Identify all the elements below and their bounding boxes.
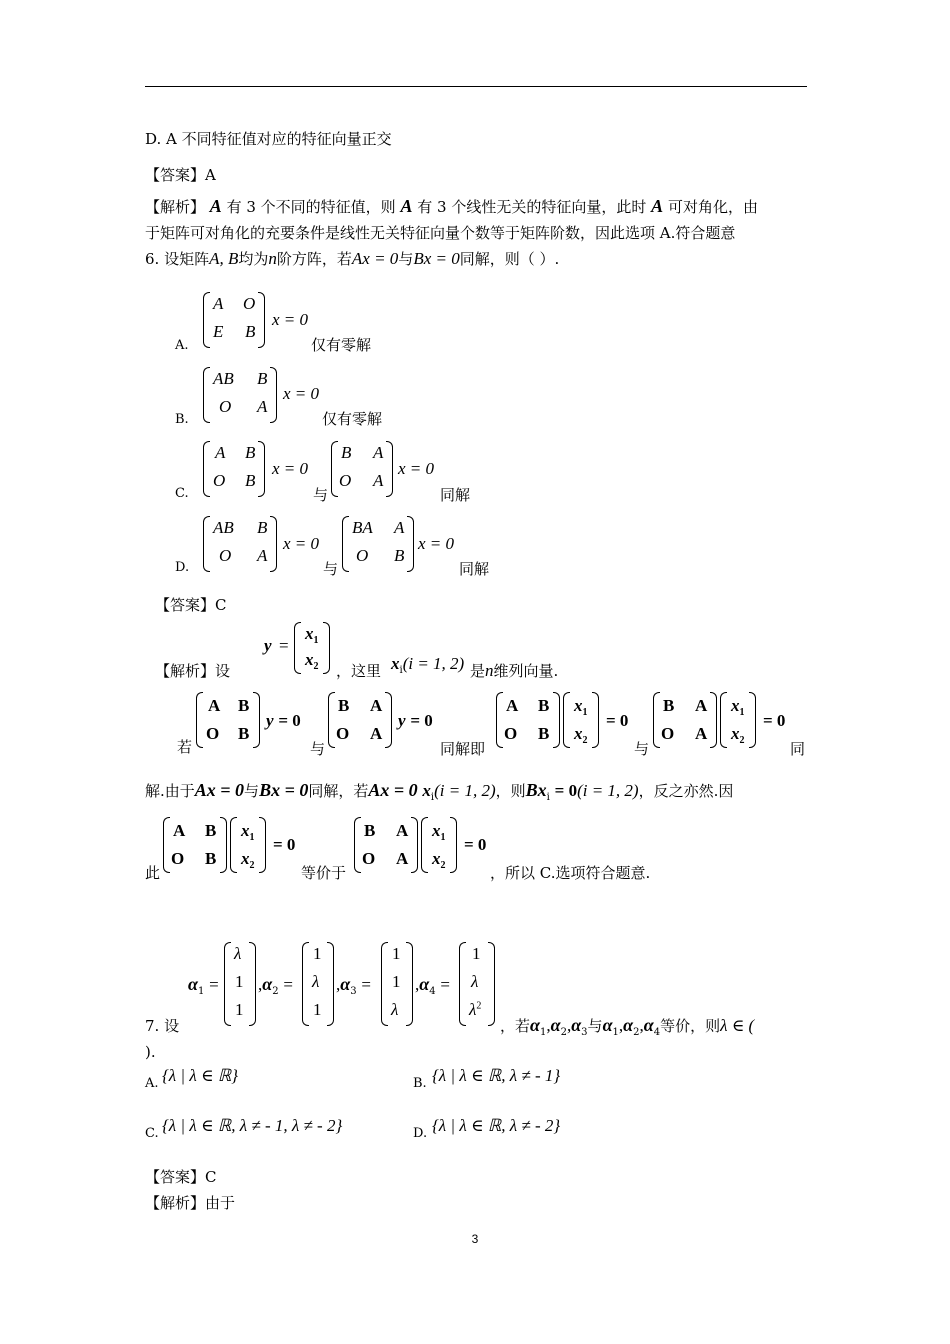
math: n <box>268 249 277 268</box>
q6-option-b-label: B. <box>175 412 189 427</box>
vector-1-lambda-1: 1 λ 1 <box>302 942 334 1026</box>
q7-close: ). <box>145 1043 156 1061</box>
text: 此 <box>145 864 161 882</box>
q6-stem <box>145 248 559 269</box>
matrix-a: A <box>400 196 413 216</box>
text: 同解即 <box>440 740 486 758</box>
math: y = 0 <box>398 711 433 730</box>
vec-y: y <box>264 636 272 655</box>
alpha4: $,\alpha_4$ = <box>415 974 450 997</box>
text: 与 <box>634 740 650 758</box>
text: 与 <box>313 486 329 504</box>
q7-option-b-label: B. <box>413 1076 427 1091</box>
vector-1-1-lambda: 1 1 λ <box>381 942 413 1026</box>
matrix-AB-B-O-A: AB B O A <box>203 367 277 423</box>
q6-option-c-label: C. <box>175 486 189 501</box>
option-d-previous: D. A 不同特征值对应的特征向量正交 <box>145 130 392 148</box>
q5-answer: 【答案】A <box>145 166 216 184</box>
q7-answer: 【答案】C <box>145 1168 217 1186</box>
matrix-AO-EB: A O E B <box>203 292 265 348</box>
q6-option-d-label: D. <box>175 560 190 575</box>
text: 6. 设矩阵 <box>145 250 210 268</box>
q7-label: 7. 设 <box>145 1017 180 1035</box>
text: 仅有零解 <box>322 410 383 428</box>
math-xi: $x_i(i = 1$, 2) <box>391 654 465 676</box>
page-number: 3 <box>471 1232 479 1246</box>
math: = 0 <box>763 711 786 730</box>
math: (i = 1, 2) <box>402 654 465 673</box>
math: = 0 <box>464 835 487 854</box>
q7-stem-rest: ，若$\alpha_1,\alpha_2,\alpha_3$与$\alpha_1,\alpha_2,\alpha_4$等价，则λ ∈ ( <box>500 1015 755 1038</box>
eq: = <box>279 636 289 655</box>
text: ，所以 C.选项符合题意. <box>490 864 651 882</box>
q7-option-d: {λ | λ ∈ ℝ, λ ≠ - 2} <box>432 1116 561 1135</box>
q7-option-c-label: C. <box>145 1126 159 1141</box>
alpha3: $,\alpha_3$ = <box>336 974 371 997</box>
math: = 0 <box>273 835 296 854</box>
q7-option-b: {λ | λ ∈ ℝ, λ ≠ - 1} <box>432 1066 561 1085</box>
math: Ax = 0 <box>351 249 399 268</box>
matrix-A-B-O-B-bold: A B O B <box>196 692 260 748</box>
header-rule <box>145 86 807 87</box>
text: 是n维列向量. <box>470 661 559 680</box>
q7-option-a-label: A. <box>145 1076 159 1091</box>
alpha2: $,\alpha_2$ = <box>258 974 293 997</box>
math: y = 0 <box>266 711 301 730</box>
math: x = 0 <box>283 384 320 403</box>
matrix-AB-B-O-A: AB B O A <box>203 516 277 572</box>
matrix-B-A-O-A: B A O A <box>331 441 393 497</box>
matrix-a: A <box>209 196 222 216</box>
vector-x1-x2: $x_1$ $x_2$ <box>421 817 457 873</box>
text: 等价于 <box>301 864 347 882</box>
text: 与 <box>398 250 414 268</box>
text: 同 <box>790 740 806 758</box>
q7-option-a: {λ | λ ∈ ℝ} <box>162 1066 239 1085</box>
math: = 0 <box>606 711 629 730</box>
text: 若 <box>177 738 193 756</box>
text: 阶方阵，若 <box>276 250 352 268</box>
vector-x1-x2: $x_1$ $x_2$ <box>230 817 266 873</box>
math: x = 0 <box>272 310 309 329</box>
text: ，这里 <box>336 662 382 680</box>
analysis-set: 【解析】设 <box>155 662 231 680</box>
matrix-a: A <box>651 196 664 216</box>
text: 可对角化，由 <box>667 198 758 216</box>
q6-analysis-line3: 解.由于Ax = 0与Bx = 0同解，若Ax = 0 $x_i(i = 1$, 2)，则$Bx_i = 0(i = 1$, 2)，反之亦然.因 <box>145 780 734 803</box>
text: 均为 <box>238 250 269 268</box>
vector-lambda-1-1: λ 1 1 <box>224 942 256 1026</box>
text: 与 <box>323 560 339 578</box>
matrix-BA-A-O-B: BA A O B <box>342 516 414 572</box>
q5-analysis-line2: 于矩阵可对角化的充要条件是线性无关特征向量个数等于矩阵阶数，因此选项 A.符合题意 <box>145 224 736 242</box>
text: 同解，则（ ）. <box>459 250 560 268</box>
q6-answer: 【答案】C <box>155 596 227 614</box>
q7-option-c: {λ | λ ∈ ℝ, λ ≠ - 1, λ ≠ - 2} <box>162 1116 343 1135</box>
text: 仅有零解 <box>311 336 372 354</box>
q7-analysis: 【解析】由于 <box>145 1194 236 1212</box>
alpha1: $\alpha_1$ = <box>188 974 219 997</box>
matrix-A-B-O-B-bold: A B O B <box>163 817 227 873</box>
analysis-tag: 【解析】 <box>145 198 206 216</box>
text: 有 3 个线性无关的特征向量，此时 <box>417 198 647 216</box>
math: x = 0 <box>418 534 455 553</box>
matrix-B-A-O-A-bold: B A O A <box>328 692 392 748</box>
q6-option-a-label: A. <box>175 338 189 353</box>
q7-option-d-label: D. <box>413 1126 428 1141</box>
math: x = 0 <box>398 459 435 478</box>
math: x = 0 <box>272 459 309 478</box>
text: 同解 <box>440 486 471 504</box>
math: x = 0 <box>283 534 320 553</box>
math: Bx = 0 <box>413 249 460 268</box>
matrix-B-A-O-A-bold: B A O A <box>653 692 717 748</box>
math: A, B <box>209 249 239 268</box>
vector-1-lambda-lambda2: 1 λ $\lambda^2$ <box>459 942 495 1026</box>
matrix-B-A-O-A-bold: B A O A <box>354 817 418 873</box>
text: 有 3 个不同的特征值，则 <box>226 198 396 216</box>
text: 与 <box>310 740 326 758</box>
vector-x1-x2: $x_1$ $x_2$ <box>720 692 756 748</box>
q5-analysis-line1 <box>145 196 758 217</box>
vector-x1-x2: $x_1$ $x_2$ <box>563 692 599 748</box>
matrix-A-B-O-B: A B O B <box>203 441 265 497</box>
vector-x1-x2: $x_1$ $x_2$ <box>294 622 330 674</box>
matrix-A-B-O-B-bold: A B O B <box>496 692 560 748</box>
text: 同解 <box>459 560 490 578</box>
